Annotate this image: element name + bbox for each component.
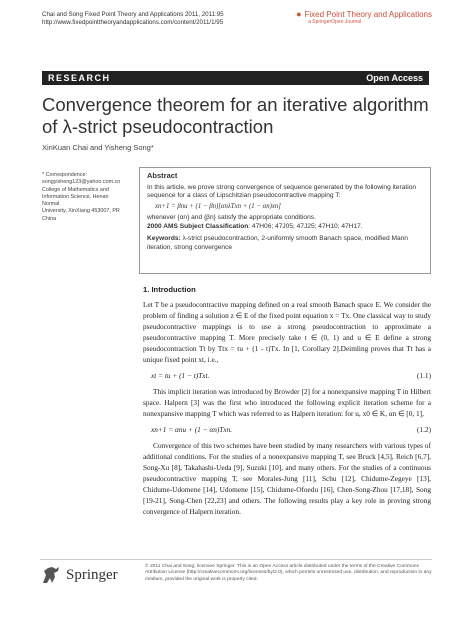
keywords-label: Keywords: xyxy=(147,235,181,243)
correspondence-email[interactable]: songyisheng123@yahoo.com.cn xyxy=(42,179,121,186)
keywords: λ-strict pseudocontraction, 2-uniformly smooth Banach space, modified Mann iteration, strong convergence xyxy=(147,235,408,251)
abstract-heading: Abstract xyxy=(147,171,178,180)
journal-name: Fixed Point Theory and Applications xyxy=(304,9,432,19)
open-access-label: Open Access xyxy=(366,73,423,83)
journal-logo-icon: ● xyxy=(296,9,302,19)
msc-codes: : 47H06; 47J05; 47J25; 47H10; 47H17. xyxy=(248,222,363,230)
springer-horse-icon xyxy=(40,565,62,585)
equation: xn+1 = αnu + (1 − αn)Txn. xyxy=(151,425,233,434)
equation-number: (1.2) xyxy=(417,425,431,434)
springer-logo xyxy=(40,565,118,585)
authors: XinKuan Chai and Yisheng Song* xyxy=(42,143,154,152)
running-header xyxy=(42,11,224,27)
paragraph: Let T be a pseudocontractive mapping defined on a real smooth Banach space E. We consider the problem of finding a solution z ∈ E of the fixed point equation x = Tx. One classical way to study pseudocontractive mappings is to use a strong pseudocontraction to approximate a pseudocontractive mapping T. More precisely take t ∈ (0, 1) and u ∈ E define a strong pseudocontraction Tt by Ttx = tu + (1 - t)Tx. In [1, Corollary 2].Deimling proves that Tt has a unique fixed point xt, i.e., xyxy=(143,300,431,364)
keywords-line xyxy=(147,235,423,252)
affiliation-line: College of Mathematics and xyxy=(42,186,109,193)
affiliation-line: Information Science, Henan Normal xyxy=(42,193,109,208)
section-heading: 1. Introduction xyxy=(143,285,196,294)
springer-wordmark: Springer xyxy=(66,566,118,583)
equation-number: (1.1) xyxy=(417,371,431,380)
affiliation-line: China xyxy=(42,215,57,222)
equation-1-1 xyxy=(143,370,431,381)
article-body xyxy=(143,284,431,517)
abstract-text: In this article, we prove strong convergence of sequence generated by the following iteration sequence for a class of Lipschitzian pseudocontractive mapping T: xyxy=(147,183,417,200)
article-url[interactable]: http://www.fixedpointtheoryandapplications.com/content/2011/1/95 xyxy=(42,19,224,26)
article-title: Convergence theorem for an iterative algorithm of λ-strict pseudocontraction xyxy=(42,94,429,137)
paragraph: Convergence of this two schemes have been studied by many researchers with various types of additional conditions. For the studies of a nonexpansive mapping T, see Bruck [4,5], Reich [6,7], Song-Xu [8], Takahashi-Ueda [9], Suzuki [10], and many others. For the studies of a continuous pseudocontractive mapping T, see Morales-Jung [11], Schu [12], Chidume-Zegeye [13], Chidume-Udomene [14], Udomene [15], Chidume-Ofoedu [16], Chen-Song-Zhou [17,18], Song [19-21], Song-Chen [22,23] and others. The following results play a key role in proving strong convergence of Halpern iteration. xyxy=(143,441,431,516)
abstract-equation: xn+1 = βnu + (1 − βn)[αnλTxn + (1 − αn)xn] xyxy=(155,203,281,211)
journal-logo xyxy=(296,9,432,25)
abstract-box xyxy=(139,167,431,274)
paragraph: This implicit iteration was introduced by Browder [2] for a nonexpansive mapping T in Hilbert space. Halpern [3] was the first who introduced the following explicit iteration scheme for a nonexpansive mapping T which was referred to as Halpern iteration: for u, x0 ∈ K, αn ∈ [0, 1], xyxy=(143,387,431,418)
license-text: © 2011 Chai and Song; licensee Springer. This is an Open Access article distributed under the terms of the Creative Commons Attribution License (http://creativecommons.org/licenses/by/2.0), which permits unrestricted use, distribution, and reproduction in any medium, provided the original work is properly cited. xyxy=(145,564,432,582)
equation-1-2 xyxy=(143,424,431,435)
journal-subtitle: a SpringerOpen Journal xyxy=(308,19,362,25)
msc-line xyxy=(147,223,423,232)
correspondence-label: * Correspondence: xyxy=(42,172,87,178)
article-type: RESEARCH xyxy=(48,73,111,83)
citation-line: Chai and Song Fixed Point Theory and Applications 2011, 2011:95 xyxy=(42,11,224,18)
article-type-bar xyxy=(42,71,429,85)
footer-divider xyxy=(40,559,432,560)
affiliation-line: University, XinXiang 453007, PR xyxy=(42,208,120,215)
abstract-text-2: whenever {αn} and {βn} satisfy the appropriate conditions. xyxy=(147,213,316,221)
correspondence xyxy=(42,172,124,223)
equation: xt = tu + (1 − t)Txt. xyxy=(151,371,210,380)
msc-label: 2000 AMS Subject Classification xyxy=(147,222,249,230)
